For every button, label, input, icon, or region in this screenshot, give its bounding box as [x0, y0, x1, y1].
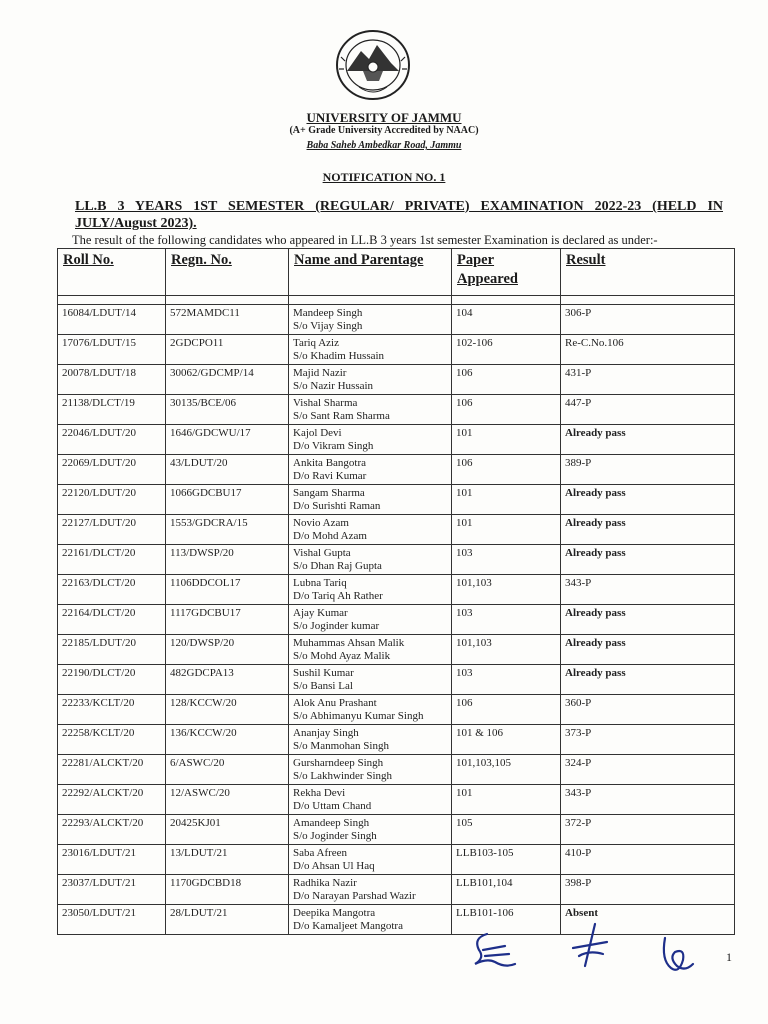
roll-no-cell: 22185/LDUT/20 [58, 635, 166, 665]
candidate-name: Kajol Devi [293, 427, 342, 439]
name-parentage-cell [289, 815, 452, 845]
name-parentage-cell [289, 425, 452, 455]
paper-appeared-cell: 105 [452, 815, 561, 845]
name-parentage-cell [289, 485, 452, 515]
table-row [58, 665, 735, 695]
table-row [58, 485, 735, 515]
candidate-parentage: S/o Joginder Singh [293, 830, 377, 842]
roll-no-cell: 23050/LDUT/21 [58, 905, 166, 935]
candidate-parentage: S/o Mohd Ayaz Malik [293, 650, 391, 662]
candidate-name: Sushil Kumar [293, 667, 354, 679]
paper-appeared-cell: 104 [452, 305, 561, 335]
result-cell: 360-P [561, 695, 735, 725]
table-row [58, 545, 735, 575]
roll-no-cell: 22233/KCLT/20 [58, 695, 166, 725]
candidate-parentage: S/o Dhan Raj Gupta [293, 560, 382, 572]
name-parentage-cell [289, 545, 452, 575]
paper-appeared-cell: LLB101,104 [452, 875, 561, 905]
candidate-parentage: S/o Nazir Hussain [293, 380, 374, 392]
roll-no-cell: 22281/ALCKT/20 [58, 755, 166, 785]
name-parentage-cell [289, 665, 452, 695]
page-number: 1 [726, 950, 732, 964]
roll-no-cell: 22069/LDUT/20 [58, 455, 166, 485]
candidate-parentage: D/o Mohd Azam [293, 530, 367, 542]
candidate-name: Vishal Gupta [293, 547, 351, 559]
roll-no-cell: 22293/ALCKT/20 [58, 815, 166, 845]
university-seal-logo [333, 27, 413, 101]
header-regn-no: Regn. No. [166, 249, 289, 296]
candidate-parentage: S/o Lakhwinder Singh [293, 770, 392, 782]
name-parentage-cell [289, 305, 452, 335]
name-parentage-cell [289, 875, 452, 905]
candidate-parentage: S/o Sant Ram Sharma [293, 410, 390, 422]
table-row [58, 845, 735, 875]
name-parentage-cell [289, 335, 452, 365]
paper-appeared-cell: 101 [452, 485, 561, 515]
result-cell: Already pass [561, 605, 735, 635]
paper-appeared-cell: 103 [452, 545, 561, 575]
result-cell: 373-P [561, 725, 735, 755]
paper-appeared-cell: 106 [452, 455, 561, 485]
notification-number: NOTIFICATION NO. 1 [322, 170, 446, 184]
name-parentage-cell [289, 395, 452, 425]
table-row [58, 365, 735, 395]
name-parentage-cell [289, 365, 452, 395]
paper-appeared-cell: 106 [452, 695, 561, 725]
result-cell: Already pass [561, 635, 735, 665]
regn-no-cell: 1106DDCOL17 [166, 575, 289, 605]
candidate-name: Mandeep Singh [293, 307, 363, 319]
regn-no-cell: 128/KCCW/20 [166, 695, 289, 725]
exam-title: LL.B 3 YEARS 1ST SEMESTER (REGULAR/ PRIVATE) EXAMINATION 2022-23 (HELD IN JULY/August 2023). [75, 199, 723, 231]
university-address: Baba Saheb Ambedkar Road, Jammu [306, 140, 462, 151]
roll-no-cell: 22190/DLCT/20 [58, 665, 166, 695]
candidate-parentage: S/o Khadim Hussain [293, 350, 385, 362]
regn-no-cell: 1066GDCBU17 [166, 485, 289, 515]
name-parentage-cell [289, 755, 452, 785]
header-spacer-row [58, 296, 735, 305]
regn-no-cell: 30135/BCE/06 [166, 395, 289, 425]
paper-appeared-cell: LLB101-106 [452, 905, 561, 935]
paper-appeared-cell: 101,103 [452, 635, 561, 665]
results-table [57, 248, 735, 935]
name-parentage-cell [289, 785, 452, 815]
candidate-name: Deepika Mangotra [293, 907, 376, 919]
regn-no-cell: 1646/GDCWU/17 [166, 425, 289, 455]
regn-no-cell: 6/ASWC/20 [166, 755, 289, 785]
paper-appeared-cell: 101,103,105 [452, 755, 561, 785]
candidate-parentage: D/o Kamaljeet Mangotra [293, 920, 403, 932]
result-cell: 372-P [561, 815, 735, 845]
result-cell: 447-P [561, 395, 735, 425]
candidate-parentage: D/o Surishti Raman [293, 500, 381, 512]
regn-no-cell: 1117GDCBU17 [166, 605, 289, 635]
table-row [58, 875, 735, 905]
roll-no-cell: 22046/LDUT/20 [58, 425, 166, 455]
result-cell: Re-C.No.106 [561, 335, 735, 365]
name-parentage-cell [289, 635, 452, 665]
table-row [58, 575, 735, 605]
candidate-parentage: D/o Ahsan Ul Haq [293, 860, 375, 872]
candidate-name: Alok Anu Prashant [293, 697, 377, 709]
regn-no-cell: 13/LDUT/21 [166, 845, 289, 875]
paper-appeared-cell: 102-106 [452, 335, 561, 365]
result-cell: 306-P [561, 305, 735, 335]
roll-no-cell: 22120/LDUT/20 [58, 485, 166, 515]
paper-appeared-cell: LLB103-105 [452, 845, 561, 875]
table-row [58, 335, 735, 365]
candidate-parentage: D/o Vikram Singh [293, 440, 374, 452]
roll-no-cell: 21138/DLCT/19 [58, 395, 166, 425]
regn-no-cell: 12/ASWC/20 [166, 785, 289, 815]
table-row [58, 455, 735, 485]
header-roll-no: Roll No. [58, 249, 166, 296]
signature-3 [655, 930, 699, 978]
paper-appeared-cell: 101 [452, 515, 561, 545]
roll-no-cell: 22292/ALCKT/20 [58, 785, 166, 815]
candidate-name: Ajay Kumar [293, 607, 348, 619]
table-row [58, 305, 735, 335]
name-parentage-cell [289, 845, 452, 875]
intro-text: The result of the following candidates who appeared in LL.B 3 years 1st semester Examination is declared as under:- [72, 233, 658, 247]
table-header-row [58, 249, 735, 296]
candidate-name: Saba Afreen [293, 847, 348, 859]
result-cell: Absent [561, 905, 735, 935]
signature-1 [465, 928, 525, 976]
candidate-parentage: S/o Joginder kumar [293, 620, 380, 632]
table-row [58, 635, 735, 665]
roll-no-cell: 23016/LDUT/21 [58, 845, 166, 875]
regn-no-cell: 1170GDCBD18 [166, 875, 289, 905]
roll-no-cell: 22163/DLCT/20 [58, 575, 166, 605]
regn-no-cell: 136/KCCW/20 [166, 725, 289, 755]
result-cell: 324-P [561, 755, 735, 785]
name-parentage-cell [289, 455, 452, 485]
paper-appeared-cell: 101 & 106 [452, 725, 561, 755]
header-paper-appeared: Paper Appeared [452, 249, 561, 296]
candidate-parentage: D/o Tariq Ah Rather [293, 590, 383, 602]
candidate-name: Ananjay Singh [293, 727, 359, 739]
candidate-parentage: D/o Ravi Kumar [293, 470, 367, 482]
header-result: Result [561, 249, 735, 296]
candidate-parentage: S/o Manmohan Singh [293, 740, 389, 752]
regn-no-cell: 28/LDUT/21 [166, 905, 289, 935]
result-cell: 431-P [561, 365, 735, 395]
candidate-parentage: S/o Abhimanyu Kumar Singh [293, 710, 424, 722]
name-parentage-cell [289, 575, 452, 605]
roll-no-cell: 23037/LDUT/21 [58, 875, 166, 905]
university-name: UNIVERSITY OF JAMMU [306, 110, 462, 125]
regn-no-cell: 482GDCPA13 [166, 665, 289, 695]
table-row [58, 425, 735, 455]
paper-appeared-cell: 101,103 [452, 575, 561, 605]
roll-no-cell: 17076/LDUT/15 [58, 335, 166, 365]
candidate-name: Gursharndeep Singh [293, 757, 384, 769]
roll-no-cell: 22161/DLCT/20 [58, 545, 166, 575]
roll-no-cell: 16084/LDUT/14 [58, 305, 166, 335]
regn-no-cell: 2GDCPO11 [166, 335, 289, 365]
regn-no-cell: 30062/GDCMP/14 [166, 365, 289, 395]
candidate-name: Rekha Devi [293, 787, 346, 799]
candidate-name: Muhammas Ahsan Malik [293, 637, 405, 649]
result-cell: Already pass [561, 425, 735, 455]
table-row [58, 605, 735, 635]
result-cell: Already pass [561, 515, 735, 545]
name-parentage-cell [289, 515, 452, 545]
candidate-name: Tariq Aziz [293, 337, 339, 349]
paper-appeared-cell: 106 [452, 365, 561, 395]
signature-2 [563, 920, 613, 972]
paper-appeared-cell: 101 [452, 785, 561, 815]
table-row [58, 395, 735, 425]
result-cell: 398-P [561, 875, 735, 905]
roll-no-cell: 22258/KCLT/20 [58, 725, 166, 755]
result-cell: 410-P [561, 845, 735, 875]
candidate-parentage: D/o Narayan Parshad Wazir [293, 890, 416, 902]
regn-no-cell: 113/DWSP/20 [166, 545, 289, 575]
result-cell: Already pass [561, 545, 735, 575]
candidate-name: Ankita Bangotra [293, 457, 367, 469]
result-cell: 343-P [561, 785, 735, 815]
result-cell: 343-P [561, 575, 735, 605]
result-cell: Already pass [561, 665, 735, 695]
table-row [58, 905, 735, 935]
roll-no-cell: 22164/DLCT/20 [58, 605, 166, 635]
header-name-parentage: Name and Parentage [289, 249, 452, 296]
candidate-name: Novio Azam [293, 517, 349, 529]
candidate-parentage: S/o Bansi Lal [293, 680, 353, 692]
paper-appeared-cell: 106 [452, 395, 561, 425]
candidate-name: Sangam Sharma [293, 487, 365, 499]
name-parentage-cell [289, 605, 452, 635]
candidate-name: Vishal Sharma [293, 397, 358, 409]
candidate-parentage: D/o Uttam Chand [293, 800, 372, 812]
paper-appeared-cell: 101 [452, 425, 561, 455]
regn-no-cell: 120/DWSP/20 [166, 635, 289, 665]
roll-no-cell: 22127/LDUT/20 [58, 515, 166, 545]
roll-no-cell: 20078/LDUT/18 [58, 365, 166, 395]
table-row [58, 725, 735, 755]
regn-no-cell: 1553/GDCRA/15 [166, 515, 289, 545]
regn-no-cell: 43/LDUT/20 [166, 455, 289, 485]
candidate-name: Radhika Nazir [293, 877, 357, 889]
accreditation-line: (A+ Grade University Accredited by NAAC) [289, 125, 479, 136]
name-parentage-cell [289, 695, 452, 725]
paper-appeared-cell: 103 [452, 665, 561, 695]
result-cell: 389-P [561, 455, 735, 485]
result-cell: Already pass [561, 485, 735, 515]
candidate-name: Majid Nazir [293, 367, 347, 379]
table-row [58, 785, 735, 815]
table-row [58, 695, 735, 725]
table-row [58, 815, 735, 845]
name-parentage-cell [289, 725, 452, 755]
table-row [58, 755, 735, 785]
candidate-name: Lubna Tariq [293, 577, 347, 589]
table-row [58, 515, 735, 545]
candidate-parentage: S/o Vijay Singh [293, 320, 363, 332]
name-parentage-cell [289, 905, 452, 935]
regn-no-cell: 20425KJ01 [166, 815, 289, 845]
regn-no-cell: 572MAMDC11 [166, 305, 289, 335]
paper-appeared-cell: 103 [452, 605, 561, 635]
candidate-name: Amandeep Singh [293, 817, 370, 829]
